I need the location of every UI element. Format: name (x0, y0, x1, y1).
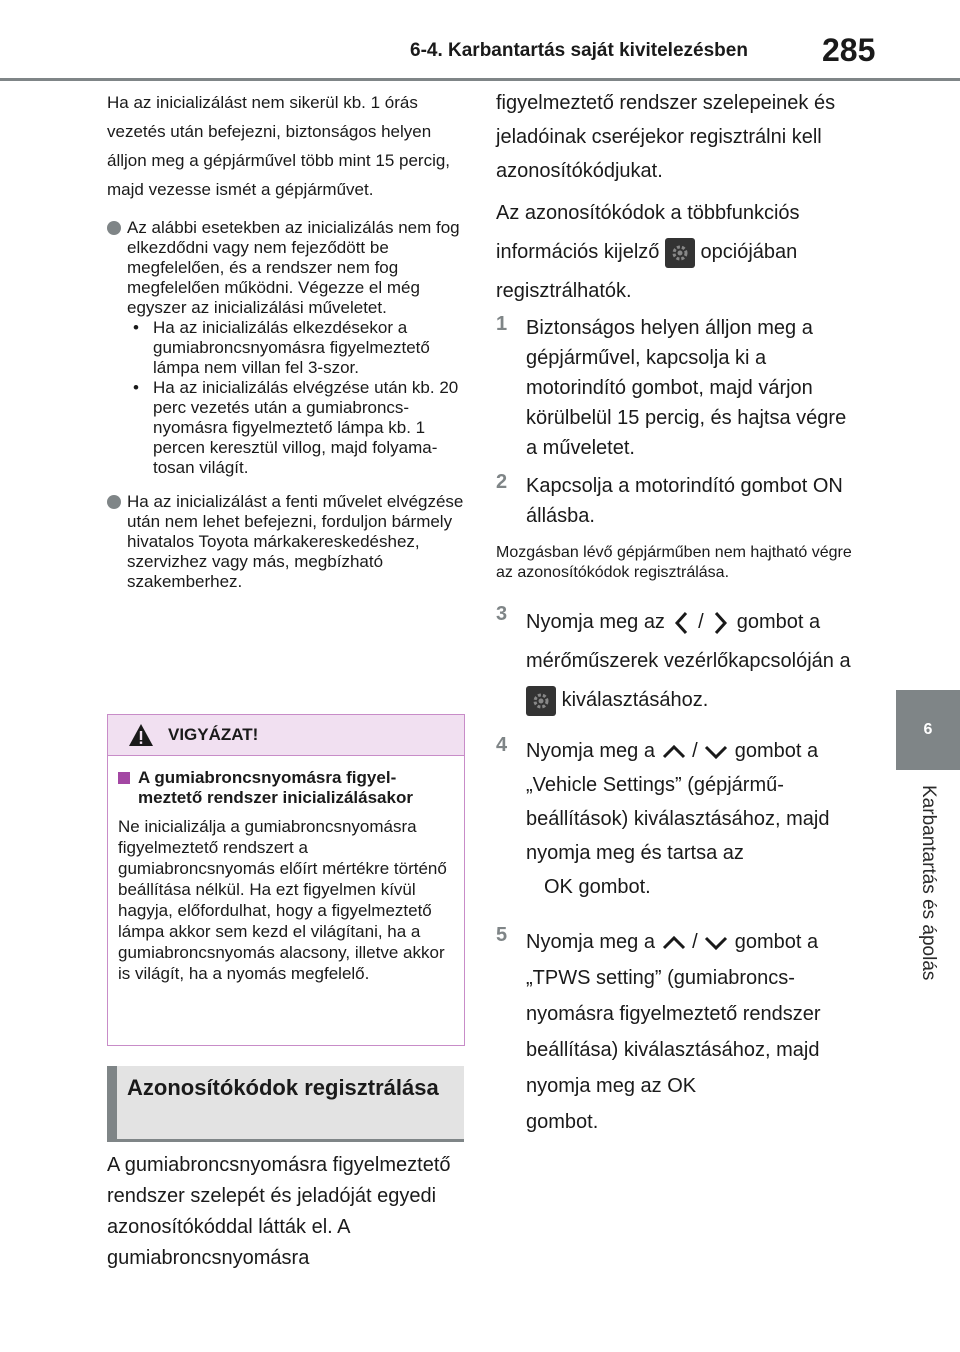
step-text: gombot. (578, 876, 651, 898)
step-text: Nyomja meg a (526, 740, 655, 762)
intro-paragraph: Ha az inicializálást nem sikerül kb. 1 órás vezetés után befejezni, biztonságos helyen álljon meg a gépjárművel több mint 15 percig, majd vezesse ismét a gépjárművet. (107, 93, 451, 199)
page-number: 285 (822, 32, 876, 68)
chapter-side-label (915, 785, 943, 1015)
section-title: 6-4. Karbantartás saját kivitelezésben (410, 40, 748, 61)
paragraph-text: Az azonosítókódok a többfunkciós információs kijelző (496, 202, 800, 263)
step-text: gombot. (526, 1111, 599, 1133)
chevron-up-icon (661, 743, 687, 761)
caution-subtitle: A gumiabroncsnyomásra figyelmeztető rendszer inicializálásakor (138, 768, 413, 807)
settings-gear-icon (526, 686, 556, 716)
step-number: 1 (496, 313, 508, 335)
ok-button-symbol: OK (544, 876, 573, 898)
step-text: kiválasztásához. (561, 689, 709, 711)
step-text: Biztonságos helyen álljon meg a gépjárművel, kapcsolja ki a motorindító gombot, majd várjon körülbelül 15 percig, és hajtsa végre a műveletet. (526, 317, 847, 459)
left-column (107, 88, 465, 592)
step-number: 2 (496, 471, 508, 493)
bullet-text: Ha az inicializálást a fenti művelet elvégzése után nem lehet befejezni, forduljon bármely hivatalos Toyota márkakereskedéshez, szervizhez vagy más, megbízható szakemberhez. (127, 492, 464, 591)
bullet-dot-icon (107, 221, 121, 235)
step-item (496, 603, 856, 720)
chapter-tab (896, 690, 960, 770)
caution-title: VIGYÁZAT! (168, 725, 259, 744)
step-text: gombot a „Vehicle Settings” (gépjárműbeállítások) kiválasztásához, majd nyomja meg és tartsa az (526, 740, 830, 864)
caution-header (108, 715, 464, 756)
section-heading: Azonosítókódok regisztrálása (107, 1066, 464, 1142)
caution-subtitle-row (118, 768, 454, 808)
step-text: gombot a „TPWS setting” (gumiabroncsnyomásra figyelmeztető rendszer beállítása) kiválasztásához, majd nyomja meg az (526, 931, 821, 1097)
step-number: 3 (496, 603, 508, 625)
step-number: 5 (496, 924, 508, 946)
separator: / (692, 931, 698, 953)
ok-button-symbol: OK (667, 1075, 697, 1097)
bullet-item (107, 218, 465, 478)
step-item (496, 734, 856, 904)
separator: / (698, 611, 704, 633)
chevron-right-icon (709, 610, 731, 636)
step-text: gombot a mérőműszerek vezérlőkapcsolóján a (526, 611, 851, 672)
sub-bullet-mark: • (133, 378, 139, 397)
warning-triangle-icon (128, 723, 154, 747)
sub-item (127, 378, 465, 478)
body-paragraph: figyelmeztető rendszer szelepeinek és jeladóinak cseréjekor regisztrálni kell azonosítókódjukat. (496, 92, 836, 182)
chevron-down-icon (703, 934, 729, 952)
bullet-dot-icon (107, 495, 121, 509)
step-text: Nyomja meg a (526, 931, 655, 953)
body-paragraph (496, 194, 856, 311)
chevron-down-icon (703, 743, 729, 761)
settings-gear-icon (665, 238, 695, 268)
step-number: 4 (496, 734, 508, 756)
step-item (496, 924, 856, 1140)
bullet-item (107, 492, 465, 592)
chapter-title: Karbantartás és ápolás (918, 785, 939, 981)
bullet-text: Az alábbi esetekben az inicializálás nem fog elkezdődni vagy nem fejeződött be megfelelően, és a rendszer nem fog megfelelően működni. Végezze el még egyszer az inicializálási műveletet. (127, 218, 460, 317)
step-text: Kapcsolja a motorindító gombot ON állásba. (526, 475, 843, 527)
header-rule (0, 78, 960, 81)
sub-item (127, 318, 465, 378)
caution-text: Ne inicializálja a gumiabroncsnyomásra figyelmeztető rendszert a gumiabroncsnyomás előírt mértékre történő beállítása nélkül. Ha ezt figyelmen kívül hagyja, előfordulhat, hogy a figyelmeztető lámpa akkor sem kezd el világítani, ha a gumiabroncsnyomás alacsony, illetve akkor is világít, ha a nyomás megfelelő. (118, 817, 447, 983)
caution-box (107, 714, 465, 1046)
step-item (496, 313, 856, 463)
sub-item-text: Ha az inicializálás elkezdésekor a gumiabroncsnyomásra figyelmeztető lámpa nem villan fel 3-szor. (153, 318, 430, 377)
separator: / (692, 740, 698, 762)
chapter-number: 6 (923, 721, 933, 738)
sub-bullet-mark: • (133, 318, 139, 337)
chevron-left-icon (671, 610, 693, 636)
body-paragraph: A gumiabroncsnyomásra figyelmeztető rendszer szelepét és jeladóját egyedi azonosítókóddal látták el. A gumiabroncsnyomásra (107, 1154, 451, 1269)
square-bullet-icon (118, 772, 130, 784)
step-text: Nyomja meg az (526, 611, 665, 633)
sub-item-text: Ha az inicializálás elvégzése után kb. 20 perc vezetés után a gumiabroncsnyomásra figyelmeztető lámpa kb. 1 percen keresztül villog, majd folyamatosan világít. (153, 378, 459, 477)
paragraph-text: opciójában regisztrálhatók. (496, 241, 798, 302)
chevron-up-icon (661, 934, 687, 952)
step-item (496, 471, 856, 531)
note-text: Mozgásban lévő gépjárműben nem hajtható végre az azonosítókódok regisztrálása. (496, 544, 852, 581)
right-column (496, 86, 856, 1140)
